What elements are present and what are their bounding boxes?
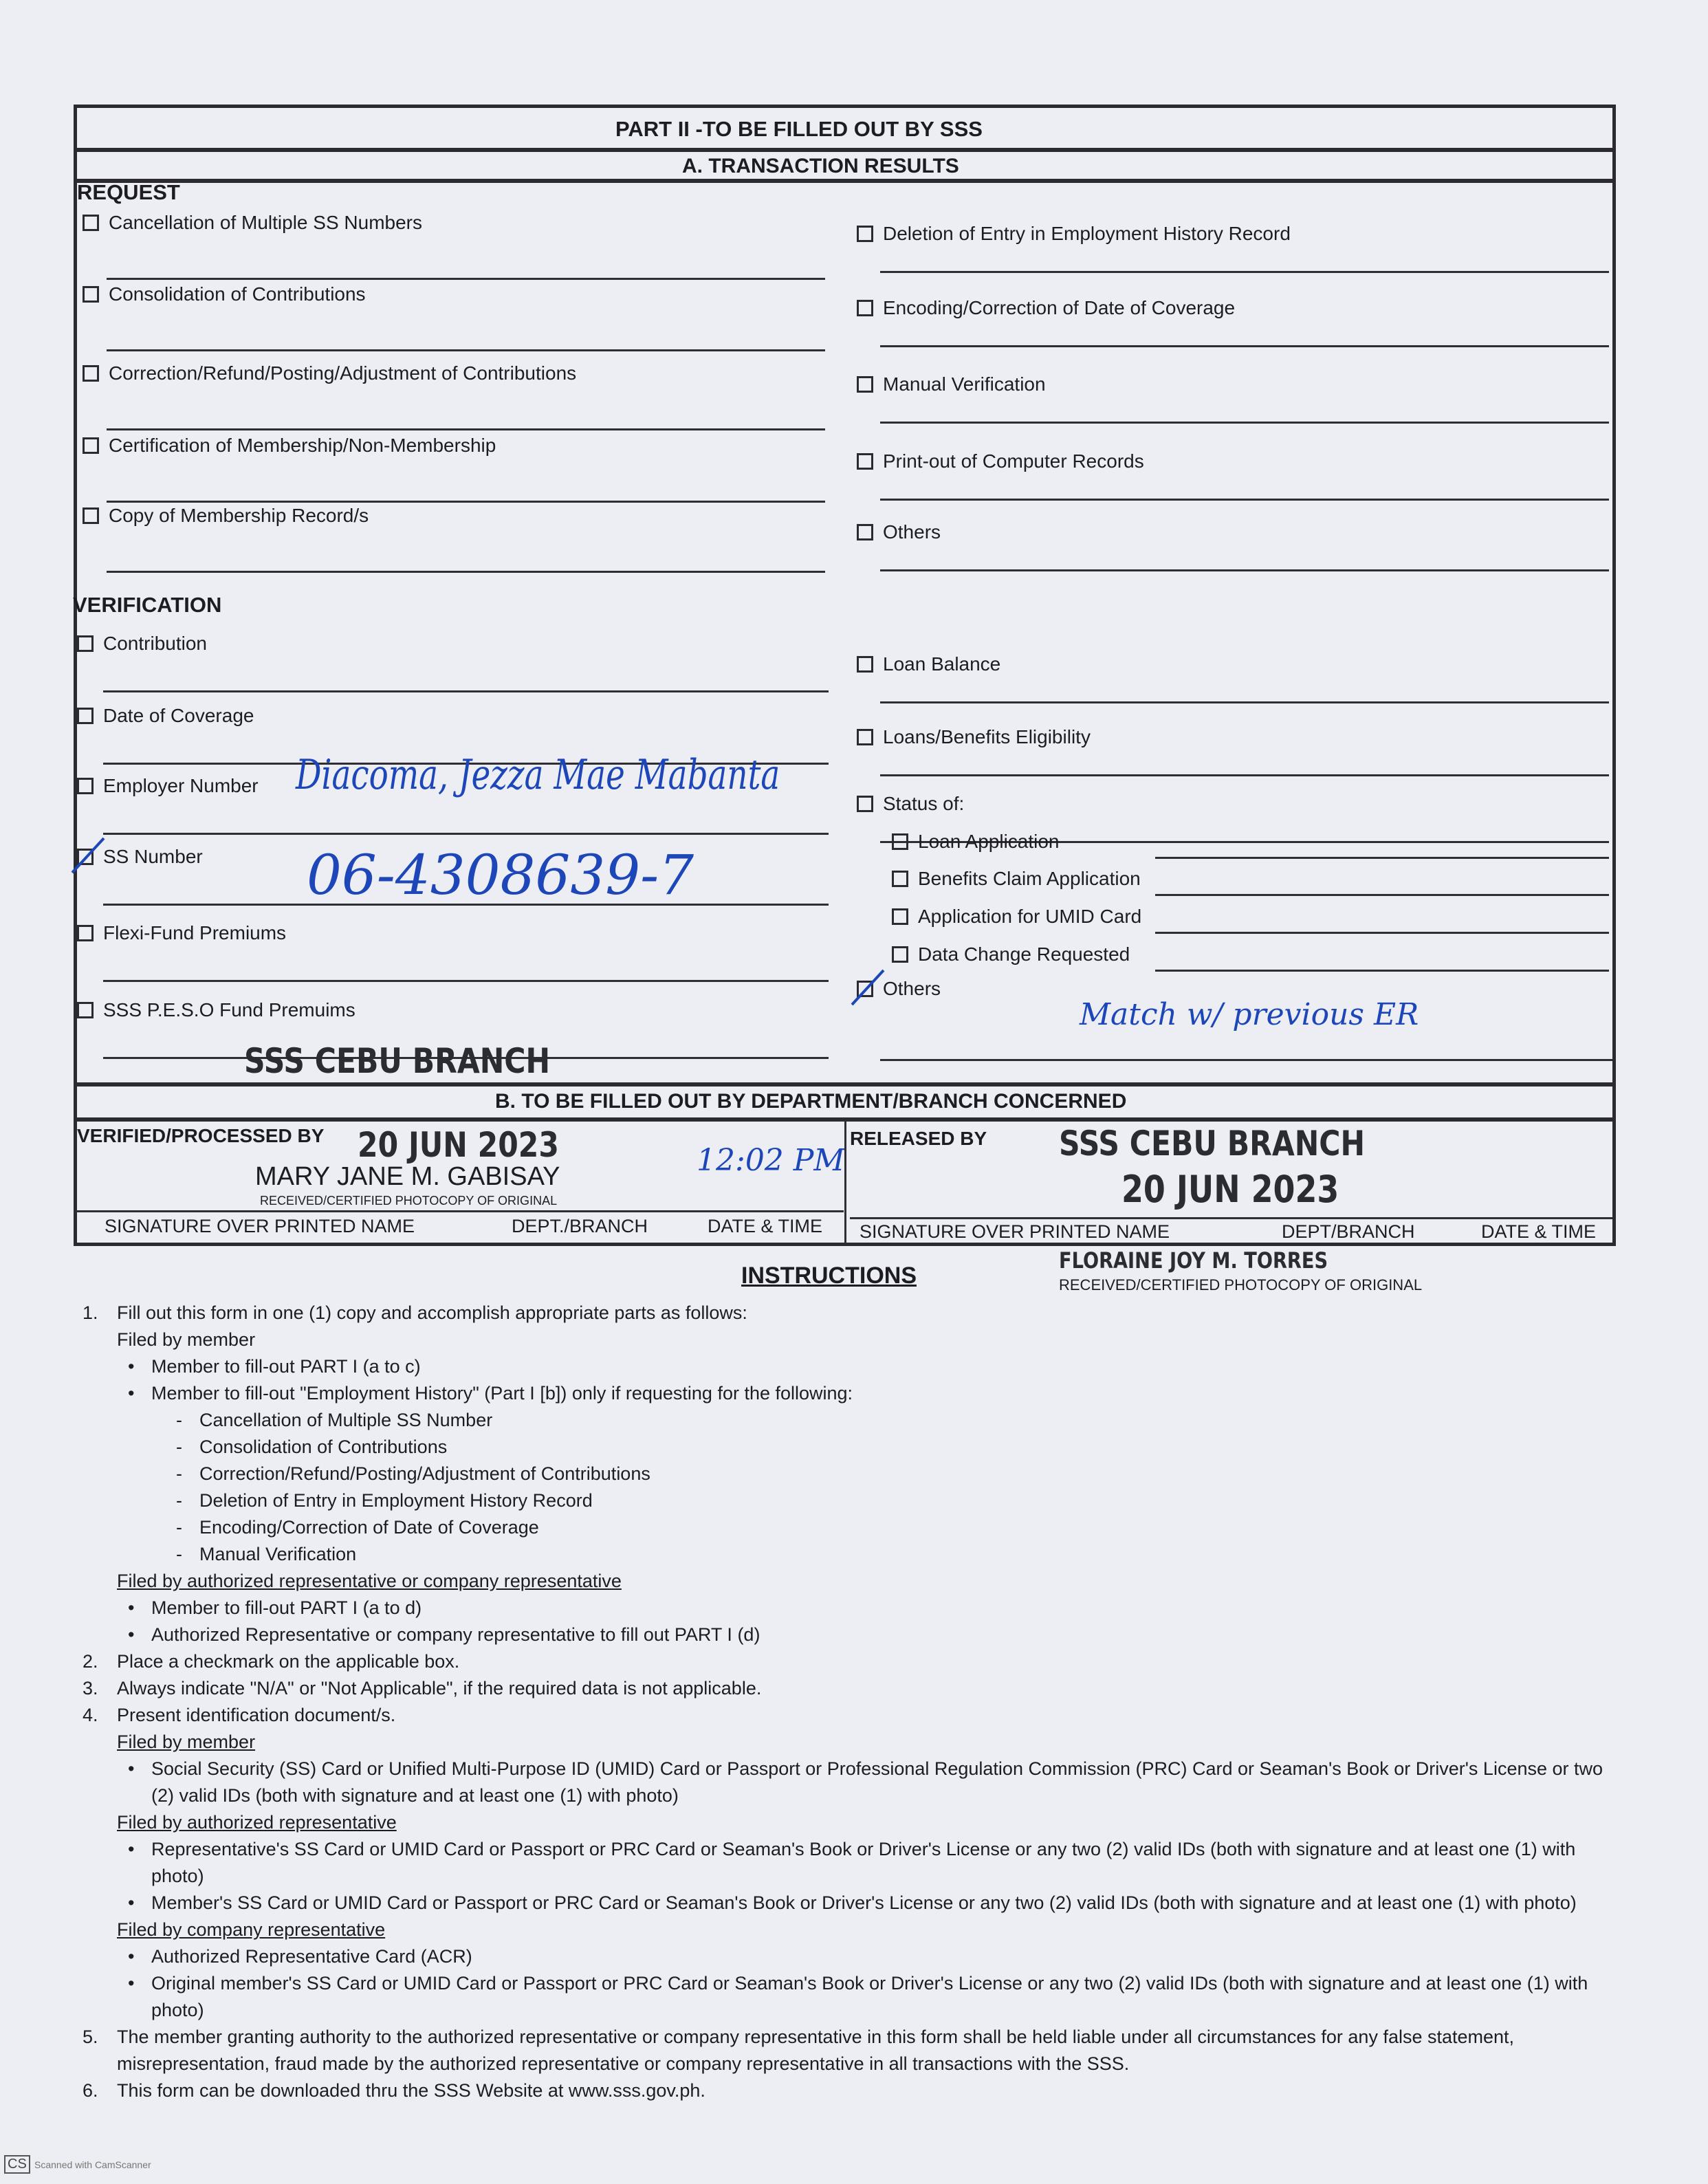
divider <box>74 148 1616 152</box>
fill-line <box>880 774 1609 776</box>
checkbox-item[interactable] <box>83 283 366 305</box>
checkbox-item[interactable] <box>857 450 1144 472</box>
signature-label-released: SIGNATURE OVER PRINTED NAME <box>860 1221 1170 1242</box>
fill-line <box>103 833 829 835</box>
checkbox-item[interactable] <box>77 633 207 655</box>
checkbox-label: Flexi-Fund Premiums <box>103 922 287 943</box>
instruction-text: Filed by member <box>117 1732 256 1752</box>
checkbox[interactable] <box>857 796 873 812</box>
list-marker: • <box>128 1624 135 1645</box>
checkbox-item[interactable] <box>83 362 576 384</box>
checkbox[interactable] <box>892 908 908 925</box>
checkbox[interactable] <box>77 708 94 724</box>
instruction-text: Social Security (SS) Card or Unified Multi-Purpose ID (UMID) Card or Passport or Professional Regulation Commission (PRC) Card or Seaman's Book or Driver's License or two (2) valid IDs (both with signature and at least one (1) with photo) <box>151 1758 1603 1806</box>
checkbox[interactable] <box>857 300 873 316</box>
divider <box>844 1121 846 1245</box>
list-marker: • <box>128 1383 135 1404</box>
checkbox-item[interactable] <box>77 775 259 797</box>
list-marker: 1. <box>83 1302 98 1323</box>
checkbox-item[interactable] <box>77 846 203 868</box>
checkbox-label: SSS P.E.S.O Fund Premuims <box>103 999 355 1020</box>
checkbox[interactable] <box>857 729 873 745</box>
checkbox-item[interactable] <box>892 906 1141 928</box>
checkbox-item[interactable] <box>83 505 369 527</box>
signature-line <box>850 1217 1613 1219</box>
checkbox[interactable] <box>892 871 908 887</box>
instruction-text: Cancellation of Multiple SS Number <box>199 1410 493 1430</box>
verification-heading: VERIFICATION <box>73 593 222 617</box>
instruction-line <box>83 1300 1616 1326</box>
list-marker: 4. <box>83 1705 98 1725</box>
instruction-line <box>83 1487 1616 1514</box>
verifier-name: MARY JANE M. GABISAY <box>255 1162 560 1191</box>
checkbox[interactable] <box>83 286 99 303</box>
instruction-line <box>83 1353 1616 1380</box>
checkbox-label: Print-out of Computer Records <box>883 450 1144 472</box>
checkbox[interactable] <box>857 524 873 540</box>
instruction-line <box>83 1675 1616 1702</box>
instruction-text: Member's SS Card or UMID Card or Passport or PRC Card or Seaman's Book or Driver's License or any two (2) valid IDs (both with signature and at least one (1) with photo) <box>151 1892 1577 1913</box>
checkbox-label: Correction/Refund/Posting/Adjustment of Contributions <box>109 362 577 384</box>
instruction-line <box>83 1756 1616 1809</box>
checkbox-item[interactable] <box>892 943 1130 965</box>
handwritten-others-note: Match w/ previous ER <box>1080 997 1419 1032</box>
checkbox-item[interactable] <box>892 868 1141 890</box>
checkbox-label: Benefits Claim Application <box>918 868 1141 889</box>
fill-line <box>103 980 829 982</box>
checkbox-item[interactable] <box>77 922 286 944</box>
instruction-line <box>83 1434 1616 1461</box>
instruction-text: Filed by authorized representative <box>117 1812 397 1833</box>
instruction-line <box>83 1514 1616 1541</box>
fill-line <box>880 569 1609 571</box>
fill-line <box>880 1059 1612 1061</box>
instructions-title: INSTRUCTIONS <box>741 1263 917 1289</box>
instruction-line <box>83 1648 1616 1675</box>
handwritten-member-name: Diacoma, Jezza Mae Mabanta <box>296 751 780 799</box>
instruction-text: Member to fill-out "Employment History" (Part I [b]) only if requesting for the following: <box>151 1383 853 1404</box>
section-b-title: B. TO BE FILLED OUT BY DEPARTMENT/BRANCH CONCERNED <box>495 1090 1127 1113</box>
instruction-line <box>83 1943 1616 1970</box>
list-marker: • <box>128 1597 135 1618</box>
checkbox-item[interactable] <box>857 521 941 543</box>
checkbox-item[interactable] <box>77 705 254 727</box>
instruction-text: Place a checkmark on the applicable box. <box>117 1651 460 1672</box>
checkbox[interactable] <box>77 925 94 941</box>
instruction-line <box>83 1621 1616 1648</box>
fill-line <box>1155 894 1609 896</box>
instruction-text: Consolidation of Contributions <box>199 1437 448 1457</box>
instruction-line <box>83 1702 1616 1729</box>
list-marker: 5. <box>83 2027 98 2047</box>
instruction-line <box>83 1407 1616 1434</box>
checkbox[interactable] <box>857 656 873 673</box>
list-marker: • <box>128 1356 135 1377</box>
checkbox-label: Loans/Benefits Eligibility <box>883 726 1091 747</box>
checkbox-item[interactable] <box>857 223 1291 245</box>
fill-line <box>1155 857 1609 859</box>
checkbox[interactable] <box>857 226 873 242</box>
list-marker: - <box>176 1463 182 1484</box>
instruction-text: Authorized Representative Card (ACR) <box>151 1946 472 1967</box>
instruction-text: Representative's SS Card or UMID Card or Passport or PRC Card or Seaman's Book or Driver's License or any two (2) valid IDs (both with signature and at least one (1) with photo) <box>151 1839 1576 1886</box>
list-marker: - <box>176 1410 182 1430</box>
camscanner-logo: CS <box>4 2155 30 2174</box>
instruction-text: Fill out this form in one (1) copy and accomplish appropriate parts as follows: <box>117 1302 747 1323</box>
checkbox[interactable] <box>83 215 99 231</box>
instruction-text: The member granting authority to the authorized representative or company representative in this form shall be held liable under all circumstances for any false statement, misrepresentation, fraud made by the authorized representative or company representative in all transactions with the SSS. <box>117 2027 1515 2074</box>
request-heading: REQUEST <box>77 180 180 204</box>
signature-line <box>74 1210 844 1212</box>
instruction-line <box>83 2024 1616 2077</box>
checkbox-label: Date of Coverage <box>103 705 254 726</box>
list-marker: - <box>176 1544 182 1564</box>
list-marker: • <box>128 1973 135 1994</box>
checkbox[interactable] <box>83 437 99 454</box>
instruction-line <box>83 1970 1616 2024</box>
instruction-line <box>83 2077 1616 2104</box>
fill-line <box>880 271 1609 273</box>
fill-line <box>880 701 1609 703</box>
date-time-label: DATE & TIME <box>708 1216 823 1236</box>
instruction-text: Present identification document/s. <box>117 1705 396 1725</box>
checkbox-label: Application for UMID Card <box>918 906 1142 927</box>
checkbox[interactable] <box>857 981 873 997</box>
checkbox-label: Consolidation of Contributions <box>109 283 366 305</box>
checkbox[interactable] <box>77 1002 94 1018</box>
verified-date-stamp: 20 JUN 2023 <box>358 1125 559 1165</box>
list-marker: - <box>176 1517 182 1538</box>
checkbox-item[interactable] <box>857 653 1000 675</box>
checkbox-label: Loan Application <box>918 831 1060 852</box>
checkbox-item[interactable] <box>83 435 496 457</box>
dept-label-released: DEPT/BRANCH <box>1282 1221 1415 1242</box>
checkbox-label: Encoding/Correction of Date of Coverage <box>883 297 1236 318</box>
instruction-line <box>83 1541 1616 1568</box>
instruction-line <box>83 1380 1616 1407</box>
instruction-line <box>83 1326 1616 1353</box>
fill-line <box>107 501 825 503</box>
list-marker: 2. <box>83 1651 98 1672</box>
instruction-line <box>83 1595 1616 1621</box>
checkbox[interactable] <box>857 376 873 393</box>
checkbox-label: Manual Verification <box>883 373 1046 395</box>
verified-by-label: VERIFIED/PROCESSED BY <box>77 1125 325 1146</box>
instruction-text: Filed by company representative <box>117 1919 386 1940</box>
releaser-name: FLORAINE JOY M. TORRES <box>1059 1247 1328 1274</box>
checkbox[interactable] <box>83 365 99 382</box>
instruction-text: Original member's SS Card or UMID Card or Passport or PRC Card or Seaman's Book or Driver's License or any two (2) valid IDs (both with signature and at least one (1) with photo) <box>151 1973 1588 2020</box>
divider <box>74 179 1616 183</box>
checkbox-item[interactable] <box>857 373 1046 395</box>
list-marker: • <box>128 1758 135 1779</box>
certified-stamp-verifier: RECEIVED/CERTIFIED PHOTOCOPY OF ORIGINAL <box>260 1194 558 1208</box>
fill-line <box>107 278 825 280</box>
checkbox-label: Employer Number <box>103 775 259 796</box>
instruction-line <box>83 1836 1616 1890</box>
checkbox[interactable] <box>77 778 94 794</box>
instruction-text: Encoding/Correction of Date of Coverage <box>199 1517 539 1538</box>
list-marker: - <box>176 1490 182 1511</box>
instruction-text: Deletion of Entry in Employment History Record <box>199 1490 593 1511</box>
handwritten-time: 12:02 PM <box>697 1143 845 1178</box>
branch-stamp-released: SSS CEBU BRANCH <box>1059 1124 1366 1164</box>
checkbox-label: Loan Balance <box>883 653 1001 675</box>
fill-line <box>1155 970 1609 972</box>
instruction-text: Always indicate "N/A" or "Not Applicable", if the required data is not applicable. <box>117 1678 762 1699</box>
checkbox[interactable] <box>857 453 873 470</box>
checkbox-label: Contribution <box>103 633 207 654</box>
checkbox-item[interactable] <box>857 726 1091 748</box>
checkbox-label: Status of: <box>883 793 965 814</box>
signature-label: SIGNATURE OVER PRINTED NAME <box>105 1216 415 1236</box>
checkbox-item[interactable] <box>77 999 355 1021</box>
section-a-title: A. TRANSACTION RESULTS <box>682 155 959 177</box>
fill-line <box>103 690 829 692</box>
checkbox-label: Deletion of Entry in Employment History Record <box>883 223 1291 244</box>
instruction-text: Filed by authorized representative or company representative <box>117 1571 622 1591</box>
checkbox-label: Data Change Requested <box>918 943 1130 965</box>
checkbox-item[interactable] <box>857 793 964 815</box>
camscanner-text: Scanned with CamScanner <box>34 2159 151 2170</box>
instruction-text: This form can be downloaded thru the SSS Website at www.sss.gov.ph. <box>117 2080 705 2101</box>
handwritten-ss-number: 06-4308639-7 <box>307 843 694 907</box>
checkbox-label: Certification of Membership/Non-Membership <box>109 435 496 456</box>
checkbox-item[interactable] <box>892 831 1060 853</box>
part-title: PART II -TO BE FILLED OUT BY SSS <box>615 117 983 141</box>
instruction-text: Member to fill-out PART I (a to d) <box>151 1597 422 1618</box>
list-marker: • <box>128 1839 135 1859</box>
checkbox-label: SS Number <box>103 846 203 867</box>
instruction-line <box>83 1729 1616 1756</box>
list-marker: • <box>128 1946 135 1967</box>
instruction-line <box>83 1461 1616 1487</box>
checkbox-item[interactable] <box>857 297 1235 319</box>
instruction-line <box>83 1809 1616 1836</box>
date-time-label-released: DATE & TIME <box>1481 1221 1597 1242</box>
checkbox-label: Others <box>883 521 941 543</box>
fill-line <box>1155 932 1609 934</box>
certified-stamp-releaser: RECEIVED/CERTIFIED PHOTOCOPY OF ORIGINAL <box>1059 1276 1423 1293</box>
branch-stamp: SSS CEBU BRANCH <box>244 1041 551 1081</box>
list-marker: 6. <box>83 2080 98 2101</box>
dept-label: DEPT./BRANCH <box>512 1216 648 1236</box>
checkbox[interactable] <box>892 946 908 963</box>
instruction-line <box>83 1890 1616 1917</box>
divider <box>74 1082 1616 1086</box>
checkbox-item[interactable] <box>857 978 941 1000</box>
instructions-list <box>83 1300 1616 2104</box>
checkbox[interactable] <box>83 507 99 524</box>
instruction-line <box>83 1568 1616 1595</box>
fill-line <box>107 571 825 573</box>
list-marker: 3. <box>83 1678 98 1699</box>
fill-line <box>880 422 1609 424</box>
instruction-text: Filed by member <box>117 1329 256 1350</box>
checkbox-label: Copy of Membership Record/s <box>109 505 369 526</box>
instruction-text: Correction/Refund/Posting/Adjustment of Contributions <box>199 1463 650 1484</box>
released-date-stamp: 20 JUN 2023 <box>1121 1168 1339 1211</box>
fill-line <box>107 349 825 351</box>
instruction-text: Manual Verification <box>199 1544 357 1564</box>
checkbox-item[interactable] <box>83 212 422 234</box>
instruction-line <box>83 1917 1616 1943</box>
fill-line <box>880 345 1609 347</box>
checkbox[interactable] <box>77 849 94 865</box>
released-by-label: RELEASED BY <box>850 1128 987 1149</box>
list-marker: • <box>128 1892 135 1913</box>
instruction-text: Member to fill-out PART I (a to c) <box>151 1356 421 1377</box>
checkbox[interactable] <box>892 833 908 850</box>
instruction-text: Authorized Representative or company representative to fill out PART I (d) <box>151 1624 760 1645</box>
fill-line <box>880 499 1609 501</box>
checkbox-label: Cancellation of Multiple SS Numbers <box>109 212 422 233</box>
fill-line <box>107 428 825 430</box>
list-marker: - <box>176 1437 182 1457</box>
checkbox[interactable] <box>77 635 94 652</box>
checkbox-label: Others <box>883 978 941 999</box>
